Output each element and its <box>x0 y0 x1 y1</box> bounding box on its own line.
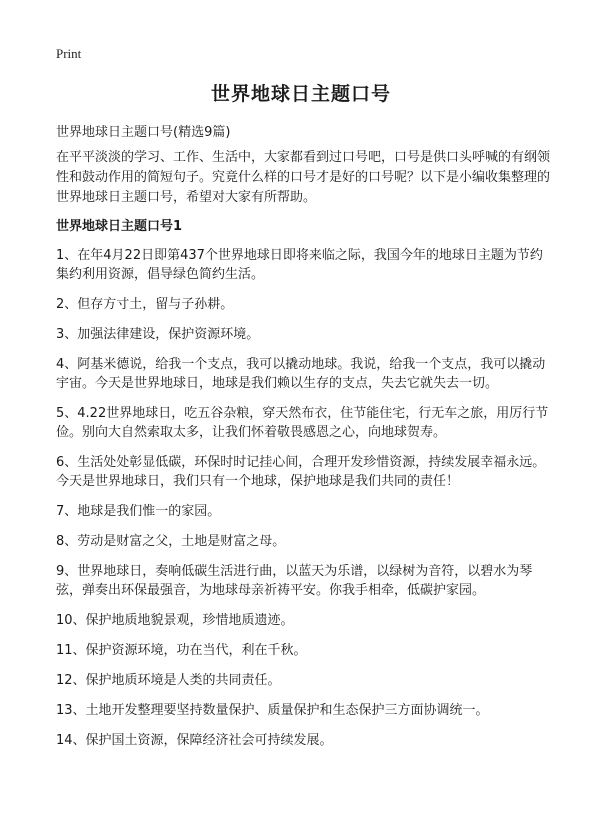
slogan-item: 4、阿基米德说，给我一个支点，我可以撬动地球。我说，给我一个支点，我可以撬动宇宙。今天是世界地球日，地球是我们赖以生存的支点，失去它就失去一切。 <box>56 357 546 391</box>
slogan-item: 10、保护地质地貌景观，珍惜地质遗迹。 <box>56 613 294 628</box>
slogan-item: 3、加强法律建设，保护资源环境。 <box>56 327 260 342</box>
slogan-item: 9、世界地球日，奏响低碳生活进行曲，以蓝天为乐谱，以绿树为音符，以碧水为琴弦，弹奏出环保最强音，为地球母亲祈祷平安。你我手相牵，低碳护家园。 <box>56 564 533 598</box>
print-link[interactable]: Print <box>56 46 82 61</box>
section-heading: 世界地球日主题口号1 <box>56 219 183 234</box>
slogan-item: 5、4.22世界地球日，吃五谷杂粮，穿天然布衣，住节能住宅，行无车之旅，用厉行节俭。别向大自然索取太多，让我们怀着敬畏感恩之心，向地球贺寿。 <box>56 406 549 440</box>
slogan-item: 11、保护资源环境，功在当代，利在千秋。 <box>56 643 307 658</box>
slogan-item: 13、土地开发整理要坚持数量保护、质量保护和生态保护三方面协调统一。 <box>56 703 489 718</box>
page-title: 世界地球日主题口号 <box>210 83 391 105</box>
intro-paragraph: 在平平淡淡的学习、工作、生活中，大家都看到过口号吧，口号是供口头呼喊的有纲领性和鼓动作用的简短句子。究竟什么样的口号才是好的口号呢？以下是小编收集整理的世界地球日主题口号，希望对大家有所帮助。 <box>56 150 551 205</box>
slogan-list <box>56 246 552 761</box>
slogan-item: 8、劳动是财富之父，土地是财富之母。 <box>56 534 286 549</box>
slogan-item: 6、生活处处彰显低碳，环保时时记挂心间，合理开发珍惜资源，持续发展幸福永远。今天是世界地球日，我们只有一个地球，保护地球是我们共同的责任！ <box>56 455 546 489</box>
slogan-item: 14、保护国土资源，保障经济社会可持续发展。 <box>56 733 333 748</box>
slogan-item: 1、在年4月22日即第437个世界地球日即将来临之际，我国今年的地球日主题为节约集约利用资源，倡导绿色简约生活。 <box>56 248 543 282</box>
slogan-item: 7、地球是我们惟一的家园。 <box>56 504 221 519</box>
slogan-item: 12、保护地质环境是人类的共同责任。 <box>56 673 281 688</box>
slogan-item: 2、但存方寸土，留与子孙耕。 <box>56 297 234 312</box>
document-subtitle: 世界地球日主题口号(精选9篇) <box>56 125 231 140</box>
